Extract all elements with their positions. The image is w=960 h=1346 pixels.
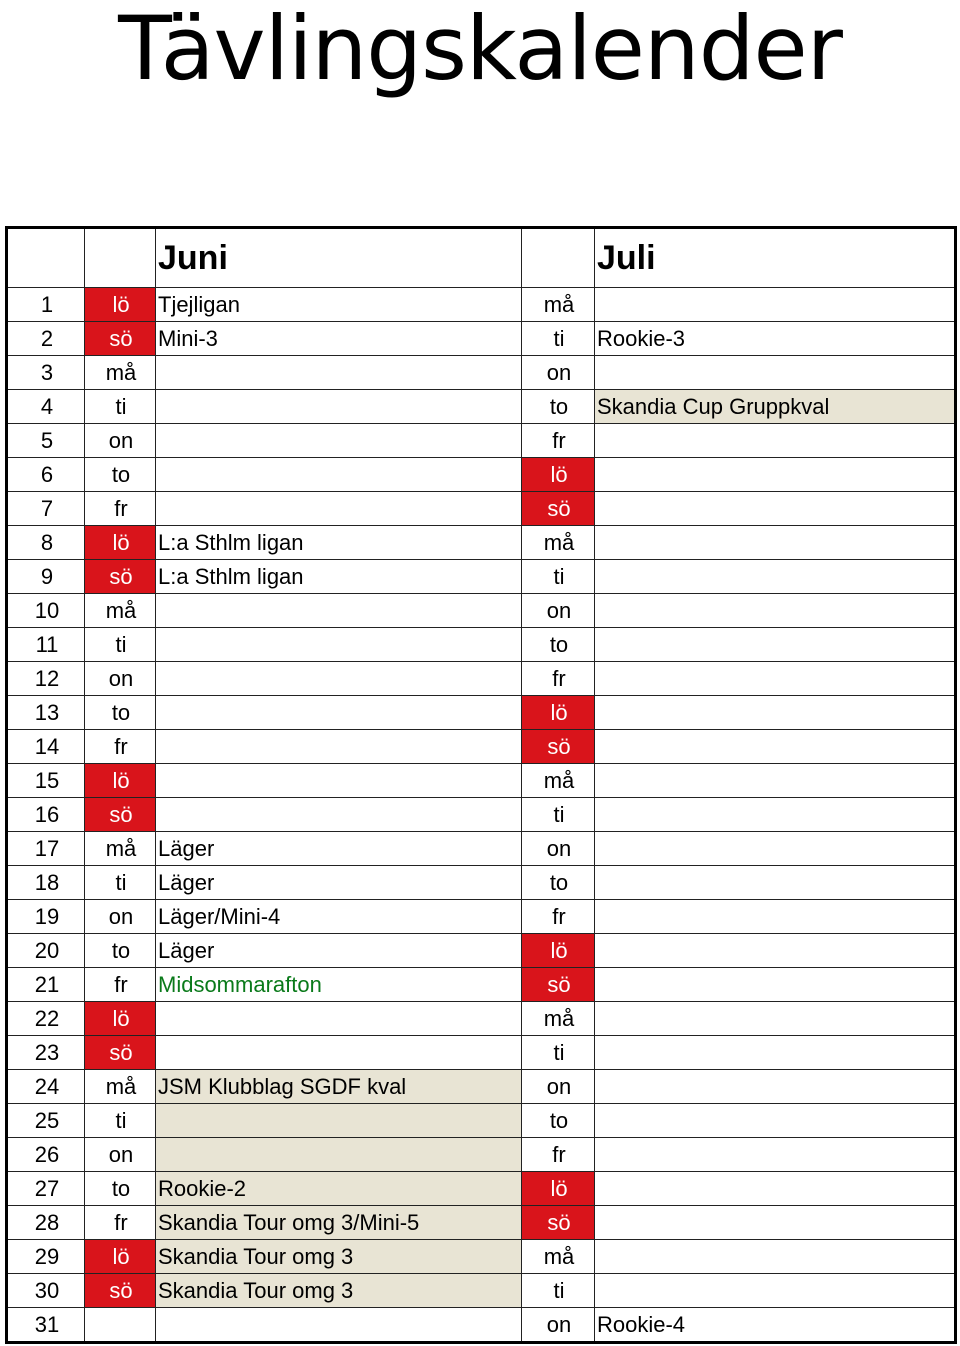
july-event <box>595 628 956 662</box>
day-number: 27 <box>7 1172 85 1206</box>
july-weekday: on <box>522 594 595 628</box>
day-number: 25 <box>7 1104 85 1138</box>
table-row <box>7 560 956 594</box>
july-event <box>595 1036 956 1070</box>
day-number: 4 <box>7 390 85 424</box>
june-weekday: to <box>85 934 156 968</box>
table-row <box>7 764 956 798</box>
july-event <box>595 798 956 832</box>
july-weekday: må <box>522 288 595 322</box>
june-weekday: ti <box>85 628 156 662</box>
table-row <box>7 1036 956 1070</box>
header-empty-day <box>85 228 156 288</box>
june-weekday: on <box>85 424 156 458</box>
day-number: 11 <box>7 628 85 662</box>
july-weekday: lö <box>522 458 595 492</box>
june-weekday: må <box>85 594 156 628</box>
july-event <box>595 594 956 628</box>
june-weekday: to <box>85 1172 156 1206</box>
june-weekday: lö <box>85 764 156 798</box>
calendar-table <box>5 226 957 1344</box>
table-row <box>7 526 956 560</box>
july-event <box>595 730 956 764</box>
table-row <box>7 662 956 696</box>
day-number: 23 <box>7 1036 85 1070</box>
day-number: 31 <box>7 1308 85 1343</box>
june-event <box>156 594 522 628</box>
june-event <box>156 1138 522 1172</box>
month-june: Juni <box>156 228 522 288</box>
table-row <box>7 968 956 1002</box>
table-row <box>7 1002 956 1036</box>
june-event <box>156 968 522 1002</box>
june-weekday: sö <box>85 560 156 594</box>
june-weekday: to <box>85 458 156 492</box>
july-weekday: må <box>522 1002 595 1036</box>
june-event: Skandia Tour omg 3/Mini-5 <box>156 1206 522 1240</box>
june-event <box>156 730 522 764</box>
day-number: 12 <box>7 662 85 696</box>
table-row <box>7 628 956 662</box>
june-event <box>156 628 522 662</box>
june-event: Läger <box>156 934 522 968</box>
july-event <box>595 560 956 594</box>
table-row <box>7 390 956 424</box>
july-weekday: ti <box>522 798 595 832</box>
table-row <box>7 1070 956 1104</box>
june-weekday: må <box>85 356 156 390</box>
day-number: 21 <box>7 968 85 1002</box>
june-weekday: må <box>85 832 156 866</box>
july-event <box>595 1070 956 1104</box>
day-number: 15 <box>7 764 85 798</box>
july-weekday: sö <box>522 492 595 526</box>
july-event <box>595 526 956 560</box>
table-row <box>7 730 956 764</box>
table-row <box>7 458 956 492</box>
july-weekday: fr <box>522 900 595 934</box>
june-weekday <box>85 1308 156 1343</box>
july-weekday: ti <box>522 1274 595 1308</box>
table-row <box>7 424 956 458</box>
july-weekday: on <box>522 1308 595 1343</box>
june-event: Mini-3 <box>156 322 522 356</box>
june-event: Läger/Mini-4 <box>156 900 522 934</box>
june-weekday: må <box>85 1070 156 1104</box>
june-event: Läger <box>156 866 522 900</box>
day-number: 29 <box>7 1240 85 1274</box>
july-event <box>595 1002 956 1036</box>
day-number: 7 <box>7 492 85 526</box>
june-event: Skandia Tour omg 3 <box>156 1274 522 1308</box>
day-number: 14 <box>7 730 85 764</box>
june-event <box>156 662 522 696</box>
july-weekday: sö <box>522 1206 595 1240</box>
day-number: 1 <box>7 288 85 322</box>
july-event <box>595 866 956 900</box>
july-event <box>595 764 956 798</box>
june-weekday: sö <box>85 322 156 356</box>
table-row <box>7 696 956 730</box>
july-event <box>595 458 956 492</box>
june-weekday: sö <box>85 1274 156 1308</box>
june-weekday: lö <box>85 1002 156 1036</box>
july-weekday: ti <box>522 322 595 356</box>
day-number: 9 <box>7 560 85 594</box>
july-event <box>595 968 956 1002</box>
table-row <box>7 900 956 934</box>
table-row <box>7 1240 956 1274</box>
july-weekday: må <box>522 764 595 798</box>
day-number: 5 <box>7 424 85 458</box>
july-event <box>595 832 956 866</box>
july-weekday: lö <box>522 934 595 968</box>
july-event <box>595 424 956 458</box>
table-row <box>7 1104 956 1138</box>
day-number: 20 <box>7 934 85 968</box>
july-weekday: sö <box>522 730 595 764</box>
day-number: 22 <box>7 1002 85 1036</box>
july-weekday: ti <box>522 1036 595 1070</box>
july-event <box>595 662 956 696</box>
july-event <box>595 1240 956 1274</box>
june-event <box>156 1308 522 1343</box>
june-weekday: lö <box>85 288 156 322</box>
table-row <box>7 866 956 900</box>
day-number: 30 <box>7 1274 85 1308</box>
month-header-row <box>7 228 956 288</box>
july-weekday: on <box>522 356 595 390</box>
june-event: L:a Sthlm ligan <box>156 526 522 560</box>
july-weekday: sö <box>522 968 595 1002</box>
july-weekday: to <box>522 390 595 424</box>
midsommar-event-label: Midsommarafton <box>158 971 322 997</box>
day-number: 24 <box>7 1070 85 1104</box>
july-weekday: to <box>522 628 595 662</box>
table-row <box>7 1138 956 1172</box>
july-event: Skandia Cup Gruppkval <box>595 390 956 424</box>
day-number: 18 <box>7 866 85 900</box>
table-row <box>7 798 956 832</box>
june-weekday: fr <box>85 492 156 526</box>
july-weekday: lö <box>522 1172 595 1206</box>
june-weekday: ti <box>85 390 156 424</box>
july-event: Rookie-3 <box>595 322 956 356</box>
june-event <box>156 390 522 424</box>
table-row <box>7 1274 956 1308</box>
table-row <box>7 832 956 866</box>
june-event: L:a Sthlm ligan <box>156 560 522 594</box>
july-weekday: to <box>522 866 595 900</box>
table-row <box>7 356 956 390</box>
july-weekday: må <box>522 526 595 560</box>
june-event <box>156 492 522 526</box>
day-number: 6 <box>7 458 85 492</box>
day-number: 10 <box>7 594 85 628</box>
july-weekday: fr <box>522 1138 595 1172</box>
day-number: 28 <box>7 1206 85 1240</box>
june-event: JSM Klubblag SGDF kval <box>156 1070 522 1104</box>
june-weekday: fr <box>85 1206 156 1240</box>
day-number: 3 <box>7 356 85 390</box>
day-number: 19 <box>7 900 85 934</box>
june-weekday: fr <box>85 730 156 764</box>
july-weekday: to <box>522 1104 595 1138</box>
table-row <box>7 1206 956 1240</box>
june-weekday: on <box>85 662 156 696</box>
june-weekday: lö <box>85 1240 156 1274</box>
june-weekday: fr <box>85 968 156 1002</box>
june-weekday: ti <box>85 1104 156 1138</box>
july-event <box>595 900 956 934</box>
july-event <box>595 492 956 526</box>
july-weekday: on <box>522 1070 595 1104</box>
july-event <box>595 1206 956 1240</box>
july-weekday: on <box>522 832 595 866</box>
june-weekday: on <box>85 900 156 934</box>
june-event <box>156 1104 522 1138</box>
june-event: Läger <box>156 832 522 866</box>
june-weekday: on <box>85 1138 156 1172</box>
table-row <box>7 934 956 968</box>
june-event: Tjejligan <box>156 288 522 322</box>
table-row <box>7 594 956 628</box>
july-weekday: fr <box>522 662 595 696</box>
june-event <box>156 696 522 730</box>
day-number: 17 <box>7 832 85 866</box>
june-weekday: sö <box>85 798 156 832</box>
june-weekday: ti <box>85 866 156 900</box>
june-event: Rookie-2 <box>156 1172 522 1206</box>
july-event <box>595 288 956 322</box>
table-row <box>7 1308 956 1343</box>
header-empty-day-july <box>522 228 595 288</box>
june-weekday: sö <box>85 1036 156 1070</box>
july-event <box>595 696 956 730</box>
july-event <box>595 1274 956 1308</box>
day-number: 13 <box>7 696 85 730</box>
june-event <box>156 1002 522 1036</box>
july-weekday: fr <box>522 424 595 458</box>
june-event <box>156 1036 522 1070</box>
june-event <box>156 764 522 798</box>
june-weekday: to <box>85 696 156 730</box>
july-weekday: lö <box>522 696 595 730</box>
june-event <box>156 798 522 832</box>
july-weekday: må <box>522 1240 595 1274</box>
july-event <box>595 934 956 968</box>
day-number: 2 <box>7 322 85 356</box>
month-july: Juli <box>595 228 956 288</box>
table-row <box>7 288 956 322</box>
day-number: 16 <box>7 798 85 832</box>
day-number: 8 <box>7 526 85 560</box>
page-title: Tävlingskalender <box>118 0 842 100</box>
july-event <box>595 356 956 390</box>
table-row <box>7 322 956 356</box>
july-weekday: ti <box>522 560 595 594</box>
june-event <box>156 356 522 390</box>
header-empty-num <box>7 228 85 288</box>
july-event: Rookie-4 <box>595 1308 956 1343</box>
june-event <box>156 458 522 492</box>
table-row <box>7 492 956 526</box>
june-event: Skandia Tour omg 3 <box>156 1240 522 1274</box>
july-event <box>595 1104 956 1138</box>
june-weekday: lö <box>85 526 156 560</box>
table-row <box>7 1172 956 1206</box>
july-event <box>595 1172 956 1206</box>
june-event <box>156 424 522 458</box>
july-event <box>595 1138 956 1172</box>
day-number: 26 <box>7 1138 85 1172</box>
